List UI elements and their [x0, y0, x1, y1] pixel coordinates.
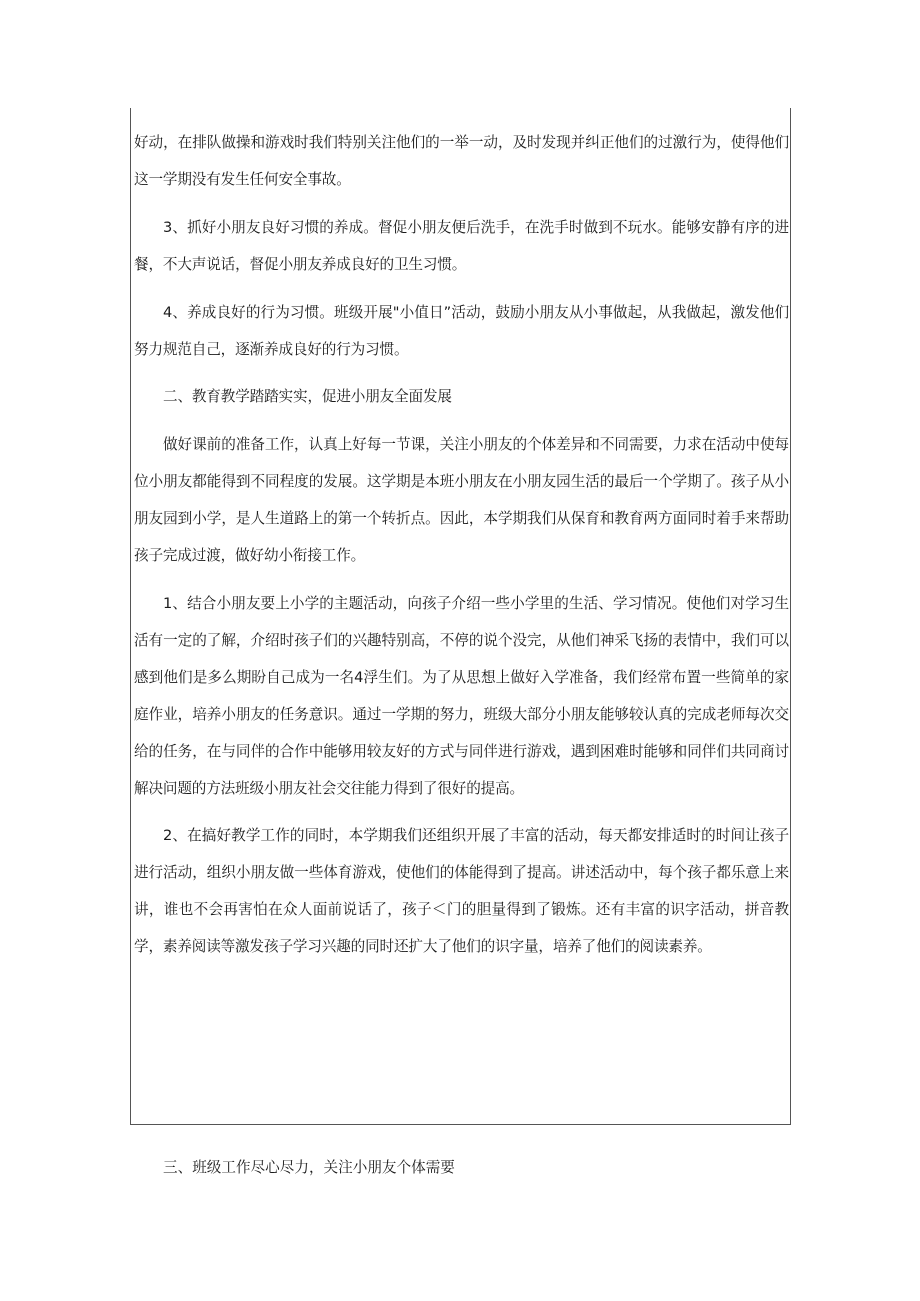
paragraph-teaching-2: 2、在搞好教学工作的同时，本学期我们还组织开展了丰富的活动，每天都安排适时的时间让孩子进行活动，组织小朋友做一些体育游戏，使他们的体能得到了提高。讲述活动中，每个孩子都乐意上来讲，谁也不会再害怕在众人面前说话了，孩子＜门的胆量得到了锻炼。还有丰富的识字活动，拼音教学，素养阅读等激发孩子学习兴趣的同时还扩大了他们的识字量，培养了他们的阅读素养。: [134, 827, 789, 956]
section-heading-3: 三、班级工作尽心尽力，关注小朋友个体需要: [163, 1159, 455, 1176]
paragraph-safety-continued: 好动，在排队做操和游戏时我们特别关注他们的一举一动，及时发现并纠正他们的过激行为，使得他们这一学期没有发生任何安全事故。: [134, 134, 789, 188]
paragraph-teaching-1: 1、结合小朋友要上小学的主题活动，向孩子介绍一些小学里的生活、学习情况。使他们对学习生活有一定的了解，介绍时孩子们的兴趣特别高，不停的说个没完，从他们神采飞扬的表情中，我们可以感到他们是多么期盼自己成为一名4浮生们。为了从思想上做好入学准备，我们经常布置一些简单的家庭作业，培养小朋友的任务意识。通过一学期的努力，班级大部分小朋友能够较认真的完成老师每次交给的任务，在与同伴的合作中能够用较友好的方式与同伴进行游戏，遇到困难时能够和同伴们共同商讨解决问题的方法班级小朋友社会交往能力得到了很好的提高。: [134, 594, 789, 797]
paragraph-behavior-4: 4、养成良好的行为习惯。班级开展"小值日”活动，鼓励小朋友从小事做起，从我做起，激发他们努力规范自己，逐渐养成良好的行为习惯。: [134, 303, 789, 358]
paragraph-teaching-intro: 做好课前的准备工作，认真上好每一节课，关注小朋友的个体差异和不同需要，力求在活动中使每位小朋友都能得到不同程度的发展。这学期是本班小朋友在小朋友园生活的最后一个学期了。孩子从小朋友园到小学，是人生道路上的第一个转折点。因此，本学期我们从保育和教育两方面同时着手来帮助孩子完成过渡，做好幼小衔接工作。: [134, 436, 789, 565]
section-heading-2: 二、教育教学踏踏实实，促进小朋友全面发展: [163, 388, 452, 406]
table-cell-content: [134, 125, 789, 977]
paragraph-habits-3: 3、抓好小朋友良好习惯的养成。督促小朋友便后洗手，在洗手时做到不玩水。能够安静有序的进餐，不大声说话，督促小朋友养成良好的卫生习惯。: [134, 218, 789, 273]
